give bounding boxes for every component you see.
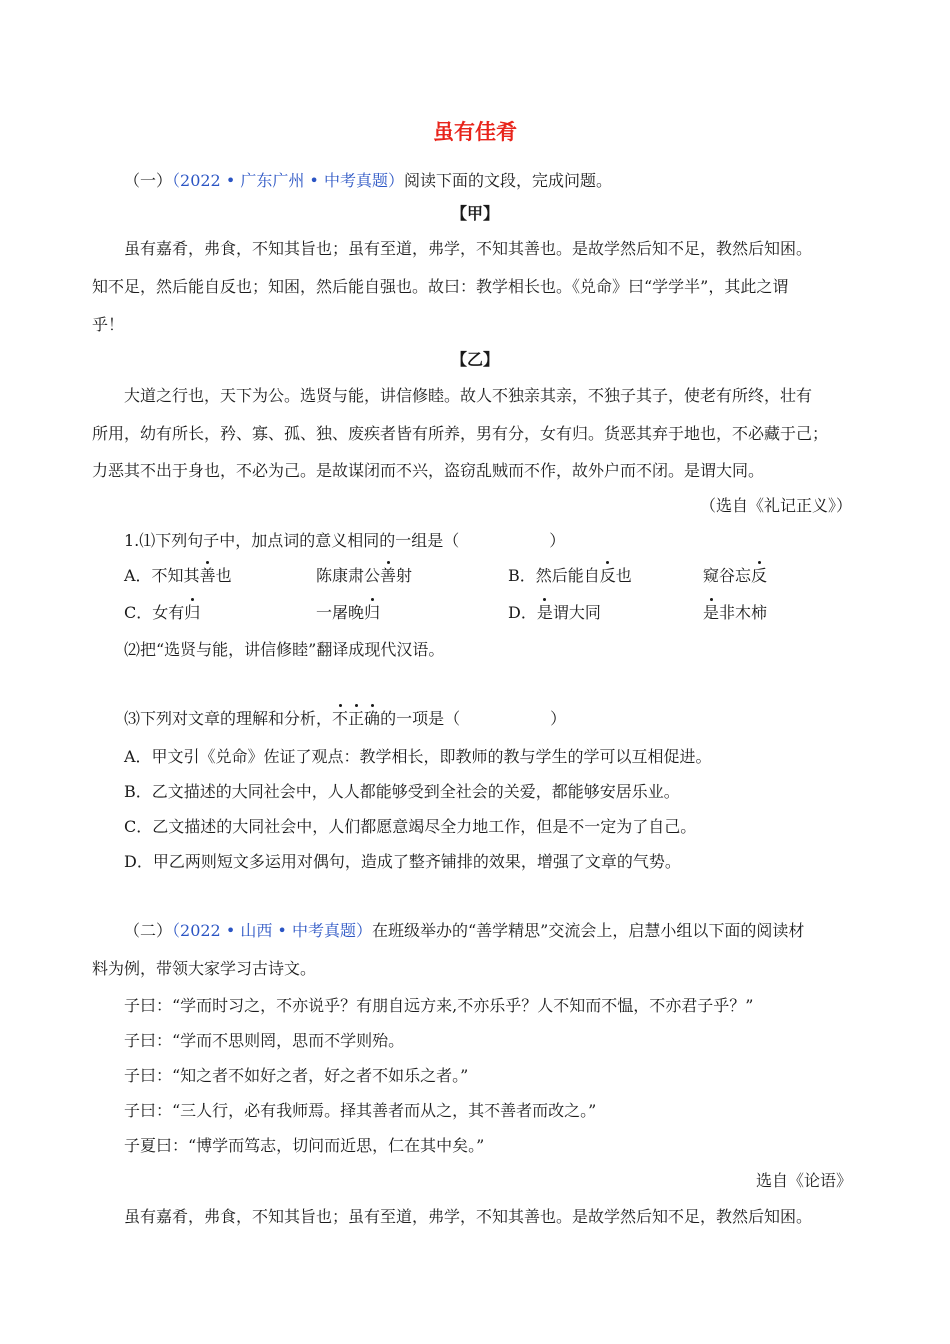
option-c-1: C．女有归 [124,603,201,622]
quote-3: 子曰：“知之者不如好之者，好之者不如乐之者。” [124,1066,469,1085]
section-1-source: （2022 • 广东广州 • 中考真题） [172,171,404,190]
question-1-3: ⑶下列对文章的理解和分析，不正确的一项是（ ） [124,709,567,728]
q3-option-a: A．甲文引《兑命》佐证了观点：教学相长，即教师的教与学生的学可以互相促进。 [124,747,712,766]
dotted-char: 归 [364,603,381,622]
dotted-char: 确 [364,709,381,728]
question-1-1 [124,530,565,552]
jia-heading: 【甲】 [450,204,499,223]
dotted-char: 善 [380,566,397,585]
option-c-2: 一屠晚归 [316,603,381,622]
q3-option-b: B．乙文描述的大同社会中，人人都能够受到全社会的关爱，都能够安居乐业。 [124,782,680,801]
quote-2: 子曰：“学而不思则罔，思而不学则殆。 [124,1031,405,1050]
jia-line-2: 知不足，然后能自反也；知困，然后能自强也。故曰：教学相长也。《兑命》曰“学学半”，其此之谓 [92,277,789,296]
jia-line-1: 虽有嘉肴，弗食，不知其旨也；虽有至道，弗学，不知其善也。是故学然后知不足，教然后知困。 [124,239,813,258]
section-1-header [124,170,612,192]
quote-5: 子夏曰：“博学而笃志，切问而近思，仁在其中矣。” [124,1136,485,1155]
yi-line-1: 大道之行也，天下为公。选贤与能，讲信修睦。故人不独亲其亲，不独子其子，使老有所终，壮有 [124,386,813,405]
quote-1: 子曰：“学而时习之，不亦说乎？有朋自远方来,不亦乐乎？人不知而不愠，不亦君子乎？” [124,996,754,1015]
final-passage-line: 虽有嘉肴，弗食，不知其旨也；虽有至道，弗学，不知其善也。是故学然后知不足，教然后知困。 [124,1207,813,1226]
option-d-1: D．是谓大同 [508,603,601,622]
option-b-2: 窥谷忘反 [703,566,768,585]
section-2-source: （2022 • 山西 • 中考真题） [172,921,372,940]
dotted-char: 是 [536,603,553,622]
dotted-char: 善 [199,566,216,585]
quote-source: 选自《论语》 [755,1171,852,1190]
quote-4: 子曰：“三人行，必有我师焉。择其善者而从之，其不善者而改之。” [124,1101,597,1120]
yi-line-3: 力恶其不出于身也，不必为己。是故谋闭而不兴，盗窃乱贼而不作，故外户而不闭。是谓大同。 [92,461,765,480]
jia-line-3: 乎！ [92,315,125,334]
question-1-1-close: ） [549,531,566,550]
dotted-char: 正 [348,709,365,728]
section-1-instruction: 阅读下面的文段，完成问题。 [403,171,612,190]
yi-heading: 【乙】 [450,350,499,369]
section-2-intro-cont: 料为例，带领大家学习古诗文。 [92,959,317,978]
q3-option-d: D．甲乙两则短文多运用对偶句，造成了整齐铺排的效果，增强了文章的气势。 [124,852,681,871]
dotted-char: 是 [703,603,720,622]
option-a-1: A．不知其善也 [124,566,232,585]
section-2-header [124,920,804,942]
question-1-2: ⑵把“选贤与能，讲信修睦”翻译成现代汉语。 [124,640,445,659]
yi-line-2: 所用，幼有所长，矜、寡、孤、独、废疾者皆有所养，男有分，女有归。货恶其弃于地也，不必藏于己； [92,424,829,443]
page-title: 虽有佳肴 [433,120,517,144]
dotted-char: 反 [599,566,616,585]
section-2-number: （二） [124,921,173,940]
yi-source: （选自《礼记正义》） [699,496,852,515]
dotted-char: 不 [332,709,349,728]
option-a-2: 陈康肃公善射 [316,566,413,585]
option-d-2: 是非木柿 [703,603,768,622]
section-2-intro: 在班级举办的“善学精思”交流会上，启慧小组以下面的阅读材 [371,921,805,940]
dotted-char: 归 [184,603,201,622]
dotted-char: 反 [751,566,768,585]
option-b-1: B．然后能自反也 [508,566,632,585]
question-1-1-stem: 1.⑴下列句子中，加点词的意义相同的一组是（ [124,531,460,550]
q3-option-c: C．乙文描述的大同社会中，人们都愿意竭尽全力地工作，但是不一定为了自己。 [124,817,697,836]
section-1-number: （一） [124,171,173,190]
